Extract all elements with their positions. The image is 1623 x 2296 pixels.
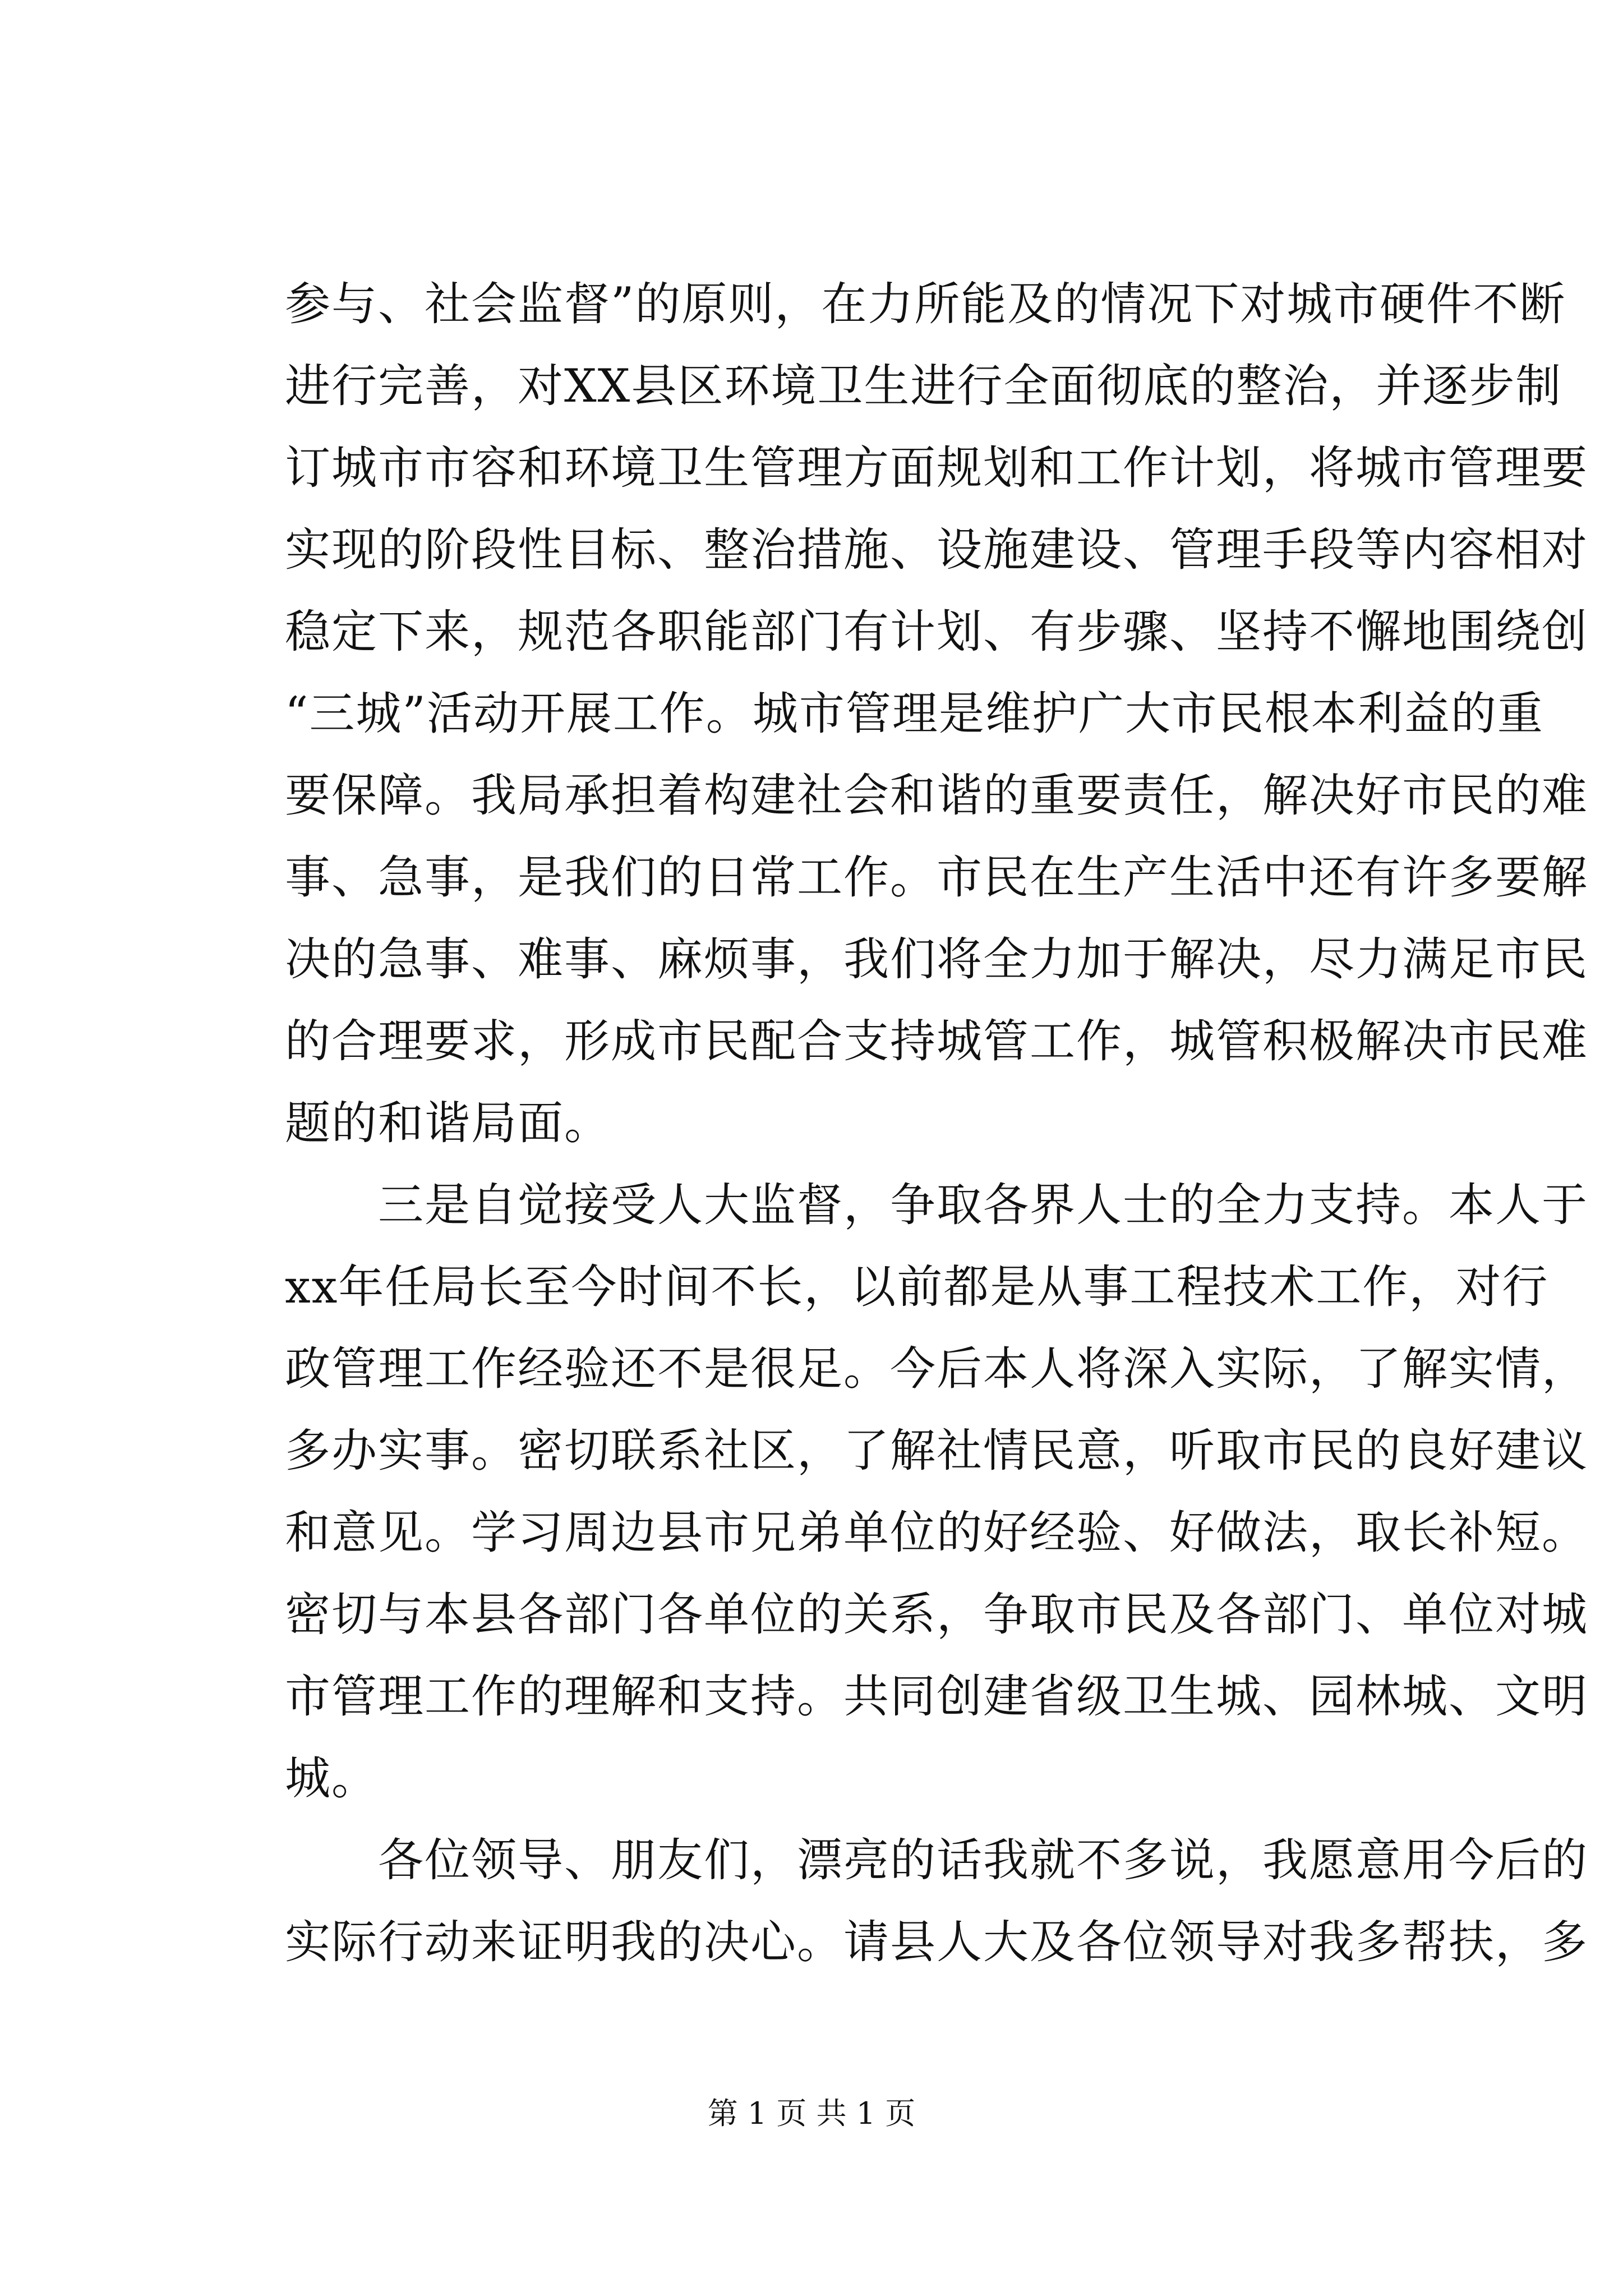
body-line: 进行完善，对XX县区环境卫生进行全面彻底的整治，并逐步制 <box>285 360 1562 413</box>
body-line: 订城市市容和环境卫生管理方面规划和工作计划，将城市管理要 <box>285 442 1589 495</box>
body-line: 市管理工作的理解和支持。共同创建省级卫生城、园林城、文明 <box>285 1671 1589 1723</box>
body-line: 题的和谐局面。 <box>285 1097 611 1150</box>
body-line: 城。 <box>285 1752 379 1805</box>
body-line: 实际行动来证明我的决心。请县人大及各位领导对我多帮扶，多 <box>285 1916 1589 1969</box>
body-line: 政管理工作经验还不是很足。今后本人将深入实际，了解实情， <box>285 1343 1589 1396</box>
body-line: 要保障。我局承担着构建社会和谐的重要责任，解决好市民的难 <box>285 770 1589 822</box>
body-line: 三是自觉接受人大监督，争取各界人士的全力支持。本人于 <box>285 1179 1589 1232</box>
document-body <box>285 264 1589 1984</box>
body-line: “三城”活动开展工作。城市管理是维护广大市民根本利益的重 <box>285 688 1544 740</box>
body-line: 实现的阶段性目标、整治措施、设施建设、管理手段等内容相对 <box>285 524 1589 577</box>
body-line: 各位领导、朋友们，漂亮的话我就不多说，我愿意用今后的 <box>285 1834 1589 1887</box>
body-line: 参与、社会监督”的原则，在力所能及的情况下对城市硬件不断 <box>285 278 1566 331</box>
body-line: xx年任局长至今时间不长，以前都是从事工程技术工作，对行 <box>285 1261 1549 1314</box>
page-number-footer: 第 1 页 共 1 页 <box>707 2096 916 2131</box>
body-line: 稳定下来，规范各职能部门有计划、有步骤、坚持不懈地围绕创 <box>285 606 1589 659</box>
body-line: 决的急事、难事、麻烦事，我们将全力加于解决，尽力满足市民 <box>285 933 1589 986</box>
body-line: 的合理要求，形成市民配合支持城管工作，城管积极解决市民难 <box>285 1015 1589 1068</box>
body-line: 事、急事，是我们的日常工作。市民在生产生活中还有许多要解 <box>285 852 1589 904</box>
body-line: 密切与本县各部门各单位的关系，争取市民及各部门、单位对城 <box>285 1589 1589 1641</box>
body-line: 和意见。学习周边县市兄弟单位的好经验、好做法，取长补短。 <box>285 1507 1589 1559</box>
body-line: 多办实事。密切联系社区，了解社情民意，听取市民的良好建议 <box>285 1425 1589 1478</box>
